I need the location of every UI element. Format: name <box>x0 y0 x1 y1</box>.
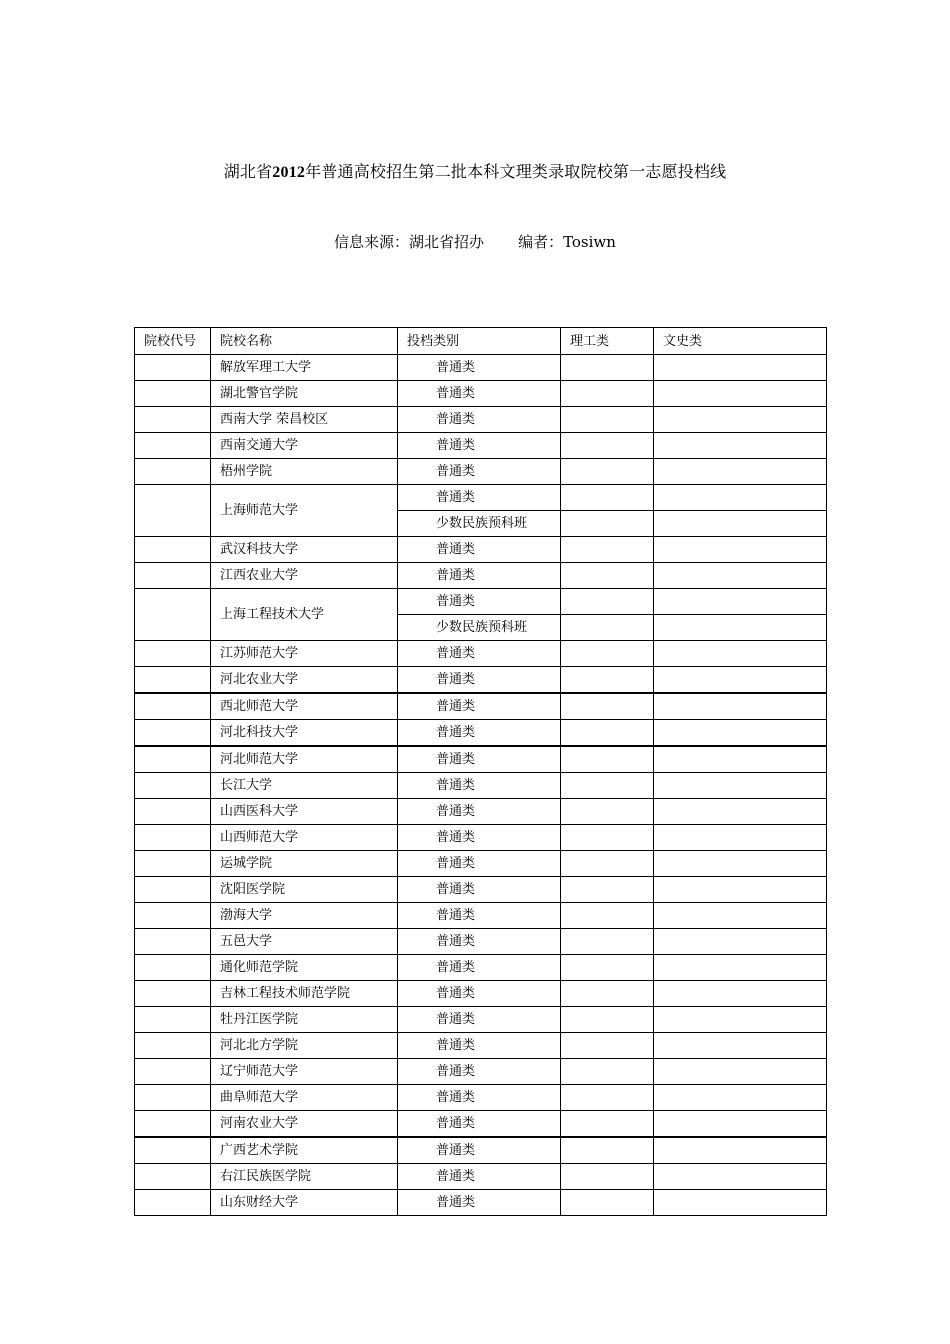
cell-category: 普通类 <box>398 981 561 1007</box>
table-row <box>135 799 827 825</box>
cell-category: 普通类 <box>398 641 561 667</box>
cell-code <box>135 799 211 825</box>
cell-code <box>135 773 211 799</box>
cell-code <box>135 407 211 433</box>
cell-category: 普通类 <box>398 1085 561 1111</box>
header-name: 院校名称 <box>211 328 398 355</box>
cell-category: 普通类 <box>398 459 561 485</box>
cell-science <box>561 563 654 589</box>
cell-category: 普通类 <box>398 746 561 773</box>
table-row <box>135 1059 827 1085</box>
cell-school-name: 通化师范学院 <box>211 955 398 981</box>
cell-code <box>135 693 211 720</box>
cell-science <box>561 693 654 720</box>
cell-code <box>135 981 211 1007</box>
cell-school-name: 吉林工程技术师范学院 <box>211 981 398 1007</box>
table-row <box>135 459 827 485</box>
cell-arts <box>654 825 827 851</box>
cell-science <box>561 641 654 667</box>
cell-category: 普通类 <box>398 929 561 955</box>
cell-science <box>561 667 654 694</box>
cell-science <box>561 1033 654 1059</box>
cell-code <box>135 1059 211 1085</box>
table-row <box>135 1190 827 1216</box>
table-row <box>135 903 827 929</box>
table-row <box>135 1164 827 1190</box>
table-row <box>135 746 827 773</box>
cell-code <box>135 355 211 381</box>
document-title <box>0 161 950 184</box>
table-row <box>135 381 827 407</box>
cell-code <box>135 1190 211 1216</box>
cell-arts <box>654 1111 827 1138</box>
cell-code <box>135 641 211 667</box>
cell-arts <box>654 1059 827 1085</box>
cell-school-name: 上海工程技术大学 <box>211 589 398 641</box>
cell-arts <box>654 433 827 459</box>
title-prefix: 湖北省 <box>223 162 273 181</box>
cell-science <box>561 746 654 773</box>
cell-school-name: 河北师范大学 <box>211 746 398 773</box>
cell-arts <box>654 981 827 1007</box>
cell-category: 普通类 <box>398 485 561 511</box>
cell-category: 普通类 <box>398 1137 561 1164</box>
cell-school-name: 曲阜师范大学 <box>211 1085 398 1111</box>
editor-label: 编者：Tosiwn <box>518 233 616 251</box>
table-row <box>135 1111 827 1138</box>
cell-code <box>135 485 211 537</box>
cell-school-name: 广西艺术学院 <box>211 1137 398 1164</box>
cell-category: 普通类 <box>398 799 561 825</box>
table-row <box>135 485 827 511</box>
cell-code <box>135 459 211 485</box>
cell-category: 普通类 <box>398 851 561 877</box>
cell-science <box>561 355 654 381</box>
cell-category: 普通类 <box>398 773 561 799</box>
cell-science <box>561 381 654 407</box>
cell-arts <box>654 746 827 773</box>
cell-school-name: 山西师范大学 <box>211 825 398 851</box>
cell-school-name: 渤海大学 <box>211 903 398 929</box>
cell-code <box>135 955 211 981</box>
cell-arts <box>654 667 827 694</box>
admission-table <box>134 327 827 1216</box>
cell-science <box>561 433 654 459</box>
header-arts: 文史类 <box>654 328 827 355</box>
cell-code <box>135 825 211 851</box>
table-row <box>135 641 827 667</box>
cell-arts <box>654 1164 827 1190</box>
cell-school-name: 武汉科技大学 <box>211 537 398 563</box>
table-row <box>135 955 827 981</box>
cell-science <box>561 929 654 955</box>
cell-school-name: 西南大学 荣昌校区 <box>211 407 398 433</box>
cell-category: 普通类 <box>398 1164 561 1190</box>
cell-school-name: 运城学院 <box>211 851 398 877</box>
cell-arts <box>654 1085 827 1111</box>
cell-category: 普通类 <box>398 903 561 929</box>
table-row <box>135 825 827 851</box>
cell-arts <box>654 355 827 381</box>
cell-category: 普通类 <box>398 563 561 589</box>
table-row <box>135 407 827 433</box>
cell-category: 普通类 <box>398 1059 561 1085</box>
cell-category: 普通类 <box>398 537 561 563</box>
cell-school-name: 五邑大学 <box>211 929 398 955</box>
cell-science <box>561 773 654 799</box>
source-label: 信息来源：湖北省招办 <box>334 233 485 251</box>
cell-category: 普通类 <box>398 1111 561 1138</box>
cell-school-name: 长江大学 <box>211 773 398 799</box>
cell-science <box>561 485 654 511</box>
table-header-row <box>135 328 827 355</box>
cell-science <box>561 1137 654 1164</box>
cell-school-name: 山西医科大学 <box>211 799 398 825</box>
cell-school-name: 辽宁师范大学 <box>211 1059 398 1085</box>
header-science: 理工类 <box>561 328 654 355</box>
cell-code <box>135 720 211 747</box>
cell-arts <box>654 511 827 537</box>
cell-science <box>561 851 654 877</box>
table-row <box>135 355 827 381</box>
cell-school-name: 江苏师范大学 <box>211 641 398 667</box>
cell-code <box>135 877 211 903</box>
cell-category: 普通类 <box>398 433 561 459</box>
cell-code <box>135 563 211 589</box>
table-row <box>135 537 827 563</box>
cell-arts <box>654 851 827 877</box>
title-suffix: 年普通高校招生第二批本科文理类录取院校第一志愿投档线 <box>305 162 727 181</box>
cell-arts <box>654 720 827 747</box>
cell-arts <box>654 407 827 433</box>
table-row <box>135 1033 827 1059</box>
table-row <box>135 877 827 903</box>
cell-code <box>135 589 211 641</box>
cell-code <box>135 903 211 929</box>
table-row <box>135 1007 827 1033</box>
cell-category: 普通类 <box>398 693 561 720</box>
cell-arts <box>654 693 827 720</box>
cell-code <box>135 746 211 773</box>
cell-arts <box>654 641 827 667</box>
cell-code <box>135 667 211 694</box>
cell-science <box>561 1085 654 1111</box>
cell-science <box>561 1190 654 1216</box>
table-row <box>135 720 827 747</box>
table-row <box>135 1137 827 1164</box>
cell-science <box>561 955 654 981</box>
table-row <box>135 1085 827 1111</box>
table-row <box>135 851 827 877</box>
cell-code <box>135 1111 211 1138</box>
cell-school-name: 西南交通大学 <box>211 433 398 459</box>
cell-science <box>561 1007 654 1033</box>
cell-science <box>561 825 654 851</box>
cell-school-name: 沈阳医学院 <box>211 877 398 903</box>
cell-science <box>561 537 654 563</box>
cell-school-name: 山东财经大学 <box>211 1190 398 1216</box>
table-row <box>135 589 827 615</box>
header-category: 投档类别 <box>398 328 561 355</box>
cell-arts <box>654 903 827 929</box>
cell-science <box>561 459 654 485</box>
cell-category: 普通类 <box>398 955 561 981</box>
cell-science <box>561 1164 654 1190</box>
cell-science <box>561 720 654 747</box>
cell-arts <box>654 1190 827 1216</box>
cell-school-name: 江西农业大学 <box>211 563 398 589</box>
title-year: 2012 <box>272 164 306 181</box>
cell-arts <box>654 877 827 903</box>
cell-category: 普通类 <box>398 720 561 747</box>
cell-code <box>135 851 211 877</box>
cell-arts <box>654 459 827 485</box>
cell-arts <box>654 799 827 825</box>
cell-category: 普通类 <box>398 1033 561 1059</box>
cell-arts <box>654 1137 827 1164</box>
cell-category: 普通类 <box>398 355 561 381</box>
cell-arts <box>654 537 827 563</box>
cell-arts <box>654 615 827 641</box>
cell-school-name: 右江民族医学院 <box>211 1164 398 1190</box>
cell-category: 普通类 <box>398 667 561 694</box>
table-row <box>135 667 827 694</box>
cell-category: 普通类 <box>398 1190 561 1216</box>
cell-school-name: 河北农业大学 <box>211 667 398 694</box>
cell-category: 普通类 <box>398 825 561 851</box>
cell-arts <box>654 563 827 589</box>
cell-school-name: 西北师范大学 <box>211 693 398 720</box>
cell-science <box>561 903 654 929</box>
cell-category: 普通类 <box>398 381 561 407</box>
cell-school-name: 上海师范大学 <box>211 485 398 537</box>
cell-arts <box>654 929 827 955</box>
cell-code <box>135 1137 211 1164</box>
table-row <box>135 981 827 1007</box>
document-subtitle <box>0 231 950 253</box>
cell-arts <box>654 955 827 981</box>
cell-science <box>561 511 654 537</box>
cell-arts <box>654 773 827 799</box>
cell-science <box>561 589 654 615</box>
cell-arts <box>654 381 827 407</box>
cell-science <box>561 877 654 903</box>
cell-code <box>135 381 211 407</box>
cell-science <box>561 1111 654 1138</box>
table-row <box>135 929 827 955</box>
cell-category: 少数民族预科班 <box>398 511 561 537</box>
cell-arts <box>654 589 827 615</box>
cell-school-name: 梧州学院 <box>211 459 398 485</box>
cell-category: 普通类 <box>398 1007 561 1033</box>
cell-category: 少数民族预科班 <box>398 615 561 641</box>
cell-code <box>135 1085 211 1111</box>
cell-science <box>561 981 654 1007</box>
cell-school-name: 河北北方学院 <box>211 1033 398 1059</box>
admission-table-body <box>135 328 827 1216</box>
cell-science <box>561 1059 654 1085</box>
cell-school-name: 解放军理工大学 <box>211 355 398 381</box>
cell-code <box>135 1164 211 1190</box>
cell-category: 普通类 <box>398 589 561 615</box>
cell-school-name: 湖北警官学院 <box>211 381 398 407</box>
cell-arts <box>654 485 827 511</box>
table-row <box>135 773 827 799</box>
cell-code <box>135 433 211 459</box>
table-row <box>135 693 827 720</box>
table-row <box>135 563 827 589</box>
cell-science <box>561 799 654 825</box>
header-code: 院校代号 <box>135 328 211 355</box>
cell-arts <box>654 1033 827 1059</box>
cell-school-name: 牡丹江医学院 <box>211 1007 398 1033</box>
cell-category: 普通类 <box>398 407 561 433</box>
cell-science <box>561 407 654 433</box>
cell-arts <box>654 1007 827 1033</box>
cell-code <box>135 929 211 955</box>
cell-code <box>135 1007 211 1033</box>
table-row <box>135 433 827 459</box>
cell-code <box>135 537 211 563</box>
cell-science <box>561 615 654 641</box>
cell-school-name: 河南农业大学 <box>211 1111 398 1138</box>
cell-category: 普通类 <box>398 877 561 903</box>
cell-code <box>135 1033 211 1059</box>
cell-school-name: 河北科技大学 <box>211 720 398 747</box>
